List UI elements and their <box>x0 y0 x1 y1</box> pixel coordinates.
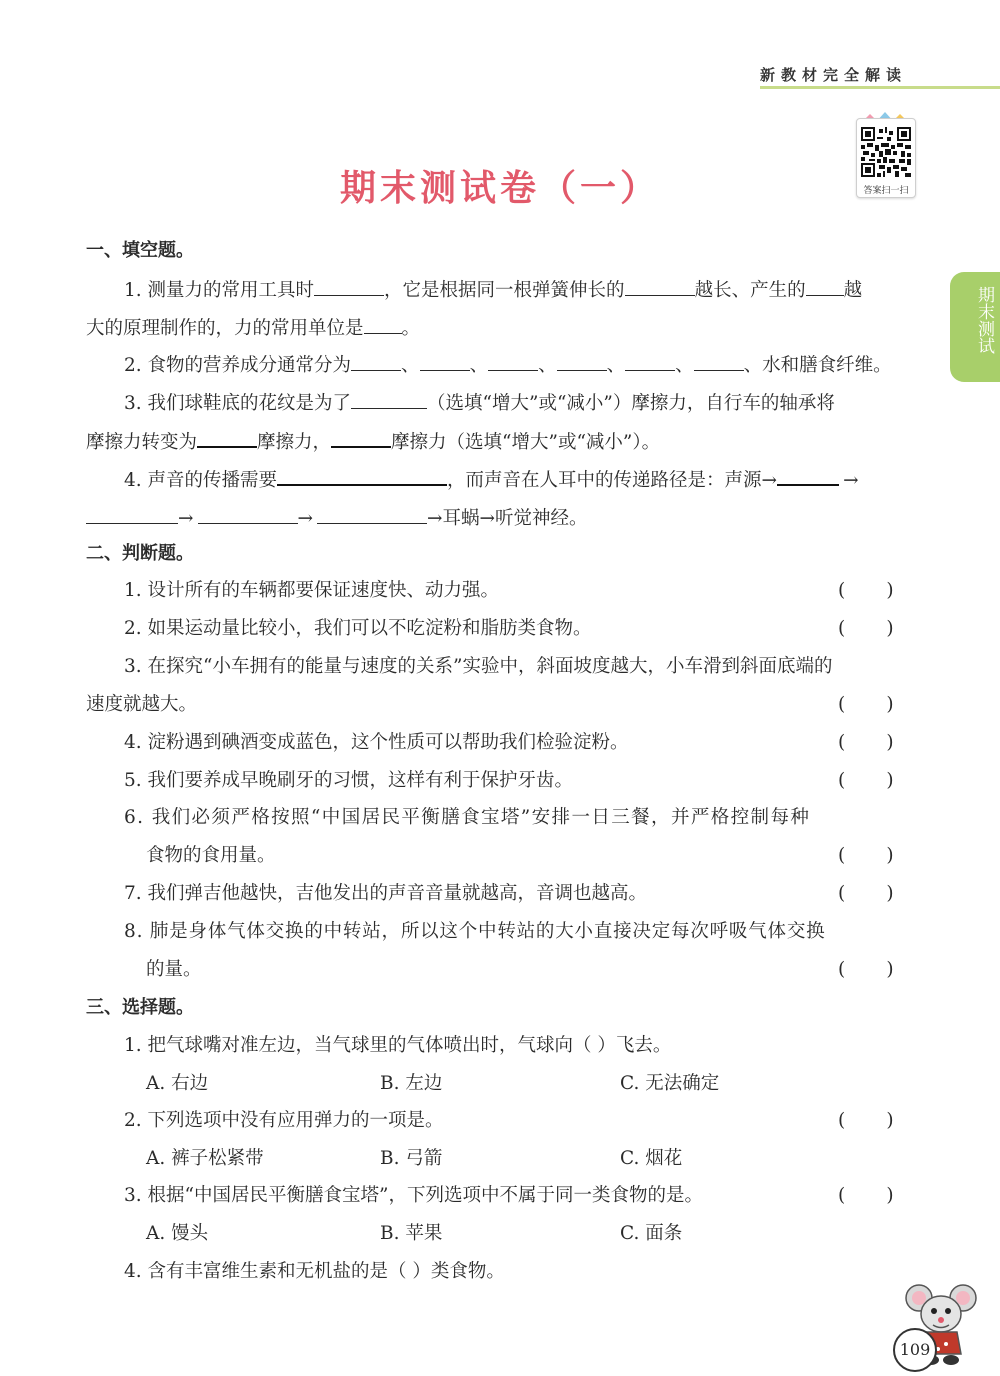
header-divider <box>760 86 1000 89</box>
page-title: 期末测试卷（一） <box>339 167 660 209</box>
mc-q2-option-c[interactable]: C. 烟花 <box>620 1148 683 1169</box>
qr-caption: 答案扫一扫 <box>863 186 909 196</box>
answer-blank[interactable] <box>331 428 391 448</box>
fill-q3-text-a: 3. 我们球鞋底的花纹是为了 <box>124 393 352 414</box>
fill-q1-text-a: 1. 测量力的常用工具时 <box>124 280 315 301</box>
section-heading-fill-blank: 一、填空题。 <box>86 240 194 261</box>
tf-item-8: 8. 肺是身体气体交换的中转站，所以这个中转站的大小直接决定每次呼吸气体交换 <box>124 921 826 942</box>
separator: 、 <box>538 355 557 376</box>
tf-answer-4[interactable]: ( ) <box>838 732 894 753</box>
fill-q3-text-c: 摩擦力转变为 <box>86 432 198 453</box>
answer-blank[interactable] <box>314 277 384 296</box>
answer-blank[interactable] <box>364 315 402 334</box>
separator: 、 <box>675 355 694 376</box>
answer-blank[interactable] <box>351 390 427 409</box>
mc-q3-option-a[interactable]: A. 馒头 <box>146 1223 209 1244</box>
section-heading-multiple-choice: 三、选择题。 <box>86 997 194 1018</box>
mc-q3-stem: 3. 根据“中国居民平衡膳食宝塔”，下列选项中不属于同一类食物的是。 <box>124 1185 703 1206</box>
fill-q1-text-e: 大的原理制作的，力的常用单位是 <box>86 318 364 339</box>
fill-q4-end: →耳蜗→听觉神经。 <box>427 508 588 529</box>
arrow: → <box>178 508 194 529</box>
mc-q2-stem: 2. 下列选项中没有应用弹力的一项是。 <box>124 1110 444 1131</box>
mc-q3-option-c[interactable]: C. 面条 <box>620 1223 683 1244</box>
arrow: → <box>843 470 859 491</box>
answer-blank[interactable] <box>806 277 844 296</box>
answer-blank[interactable] <box>488 352 538 371</box>
fill-q3-text-b: （选填“增大”或“减小”）摩擦力，自行车的轴承将 <box>427 393 835 414</box>
tf-item-1: 1. 设计所有的车辆都要保证速度快、动力强。 <box>124 580 500 601</box>
answer-blank[interactable] <box>420 352 470 371</box>
mc-q1-stem: 1. 把气球嘴对准左边，当气球里的气体喷出时，气球向（ ）飞去。 <box>124 1035 672 1056</box>
answer-blank[interactable] <box>694 352 744 371</box>
separator: 、 <box>401 355 420 376</box>
tf-item-8-cont: 的量。 <box>146 959 202 980</box>
fill-q2-line <box>124 352 892 378</box>
answer-blank[interactable] <box>625 352 675 371</box>
fill-q3-line2 <box>86 428 660 455</box>
tf-answer-7[interactable]: ( ) <box>838 883 894 904</box>
answer-blank[interactable] <box>86 505 178 524</box>
mc-q1-option-c[interactable]: C. 无法确定 <box>620 1073 720 1094</box>
separator: 、 <box>606 355 626 376</box>
answer-blank[interactable] <box>625 277 695 296</box>
answer-blank[interactable] <box>351 352 401 371</box>
tf-item-5: 5. 我们要养成早晚刷牙的习惯，这样有利于保护牙齿。 <box>124 770 574 791</box>
fill-q3-line1 <box>124 390 835 416</box>
fill-q3-text-d: 摩擦力， <box>257 432 332 453</box>
fill-q4-text-b: ，而声音在人耳中的传递路径是：声源→ <box>447 470 778 491</box>
tf-item-6: 6. 我们必须严格按照“中国居民平衡膳食宝塔”安排一日三餐，并严格控制每种 <box>124 807 811 828</box>
tf-item-3-cont: 速度就越大。 <box>86 694 198 715</box>
fill-q1-line2 <box>86 315 420 341</box>
answer-blank[interactable] <box>198 505 298 524</box>
answer-blank[interactable] <box>277 466 447 486</box>
tf-item-2: 2. 如果运动量比较小，我们可以不吃淀粉和脂肪类食物。 <box>124 618 592 639</box>
series-title: 新教材完全解读 <box>760 66 908 84</box>
tf-answer-2[interactable]: ( ) <box>838 618 894 639</box>
mc-q2-answer[interactable]: ( ) <box>838 1110 894 1131</box>
mc-q4-stem: 4. 含有丰富维生素和无机盐的是（ ）类食物。 <box>124 1261 505 1282</box>
mc-q3-answer[interactable]: ( ) <box>838 1185 894 1206</box>
fill-q1-text-c: 越长、产生的 <box>694 280 806 301</box>
mc-q1-option-a[interactable]: A. 右边 <box>146 1073 209 1094</box>
mc-q3-option-b[interactable]: B. 苹果 <box>380 1223 443 1244</box>
tf-answer-6[interactable]: ( ) <box>838 845 894 866</box>
tf-answer-3[interactable]: ( ) <box>838 694 894 715</box>
side-tab-label: 期末测试 <box>974 286 994 354</box>
side-tab[interactable] <box>950 272 1000 382</box>
fill-q1-line1 <box>124 277 862 303</box>
separator: 、 <box>469 355 489 376</box>
tf-item-4: 4. 淀粉遇到碘酒变成蓝色，这个性质可以帮助我们检验淀粉。 <box>124 732 629 753</box>
tf-item-3: 3. 在探究“小车拥有的能量与速度的关系”实验中，斜面坡度越大，小车滑到斜面底端的 <box>124 656 833 677</box>
section-heading-true-false: 二、判断题。 <box>86 543 194 564</box>
fill-q2-text: 2. 食物的营养成分通常分为 <box>124 355 352 376</box>
mc-q1-option-b[interactable]: B. 左边 <box>380 1073 443 1094</box>
fill-q1-text-b: ，它是根据同一根弹簧伸长的 <box>384 280 625 301</box>
answer-blank[interactable] <box>777 466 839 486</box>
answer-blank[interactable] <box>197 428 257 448</box>
mc-q2-option-b[interactable]: B. 弓箭 <box>380 1148 443 1169</box>
tf-answer-1[interactable]: ( ) <box>838 580 894 601</box>
answer-blank[interactable] <box>557 352 607 371</box>
tf-answer-8[interactable]: ( ) <box>838 959 894 980</box>
fill-q1-text-f: 。 <box>401 318 421 339</box>
mc-q2-option-a[interactable]: A. 裤子松紧带 <box>146 1148 264 1169</box>
fill-q4-line2 <box>86 505 588 531</box>
fill-q4-line1 <box>124 466 859 493</box>
tf-answer-5[interactable]: ( ) <box>838 770 894 791</box>
fill-q1-text-d: 越 <box>843 280 863 301</box>
fill-q2-end: 、水和膳食纤维。 <box>743 355 892 376</box>
tf-item-7: 7. 我们弹吉他越快，吉他发出的声音音量就越高，音调也越高。 <box>124 883 648 904</box>
fill-q4-text-a: 4. 声音的传播需要 <box>124 470 278 491</box>
answer-blank[interactable] <box>317 505 427 524</box>
fill-q3-text-e: 摩擦力（选填“增大”或“减小”）。 <box>391 432 661 453</box>
tf-item-6-cont: 食物的食用量。 <box>146 845 276 866</box>
arrow: → <box>297 508 314 529</box>
page-number: 109 <box>893 1328 937 1372</box>
